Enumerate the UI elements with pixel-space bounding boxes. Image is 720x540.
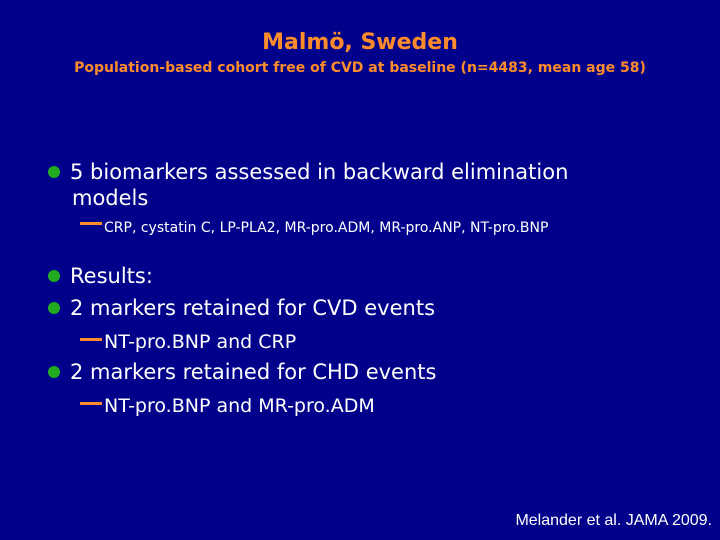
bullet-dot-icon [48,270,60,282]
bullet-chd [48,360,436,385]
dash-icon [80,402,102,405]
bullet-biomarkers-line1: 5 biomarkers assessed in backward elimination [70,160,569,184]
bullet-results-text: Results: [70,264,153,288]
bullet-cvd-text: 2 markers retained for CVD events [70,296,436,320]
bullet-dot-icon [48,166,60,178]
sub-chd-markers [80,394,375,418]
dash-icon [80,222,102,225]
sub-chd-markers-text: NT-pro.BNP and MR-pro.ADM [104,395,375,417]
dash-icon [80,338,102,341]
bullet-dot-icon [48,366,60,378]
citation: Melander et al. JAMA 2009. [515,512,712,529]
bullet-biomarkers-line2: models [72,186,149,210]
bullet-biomarkers [48,160,568,185]
slide-title: Malmö, Sweden [262,30,458,55]
bullet-chd-text: 2 markers retained for CHD events [70,360,437,384]
bullet-results [48,264,153,289]
sub-cvd-markers [80,330,296,354]
sub-biomarker-list [80,218,548,238]
sub-cvd-markers-text: NT-pro.BNP and CRP [104,331,297,353]
bullet-cvd [48,296,435,321]
bullet-dot-icon [48,302,60,314]
sub-biomarker-list-text: CRP, cystatin C, LP-PLA2, MR-pro.ADM, MR-pro.ANP, NT-pro.BNP [104,220,549,236]
slide-subtitle: Population-based cohort free of CVD at baseline (n=4483, mean age 58) [74,60,646,76]
